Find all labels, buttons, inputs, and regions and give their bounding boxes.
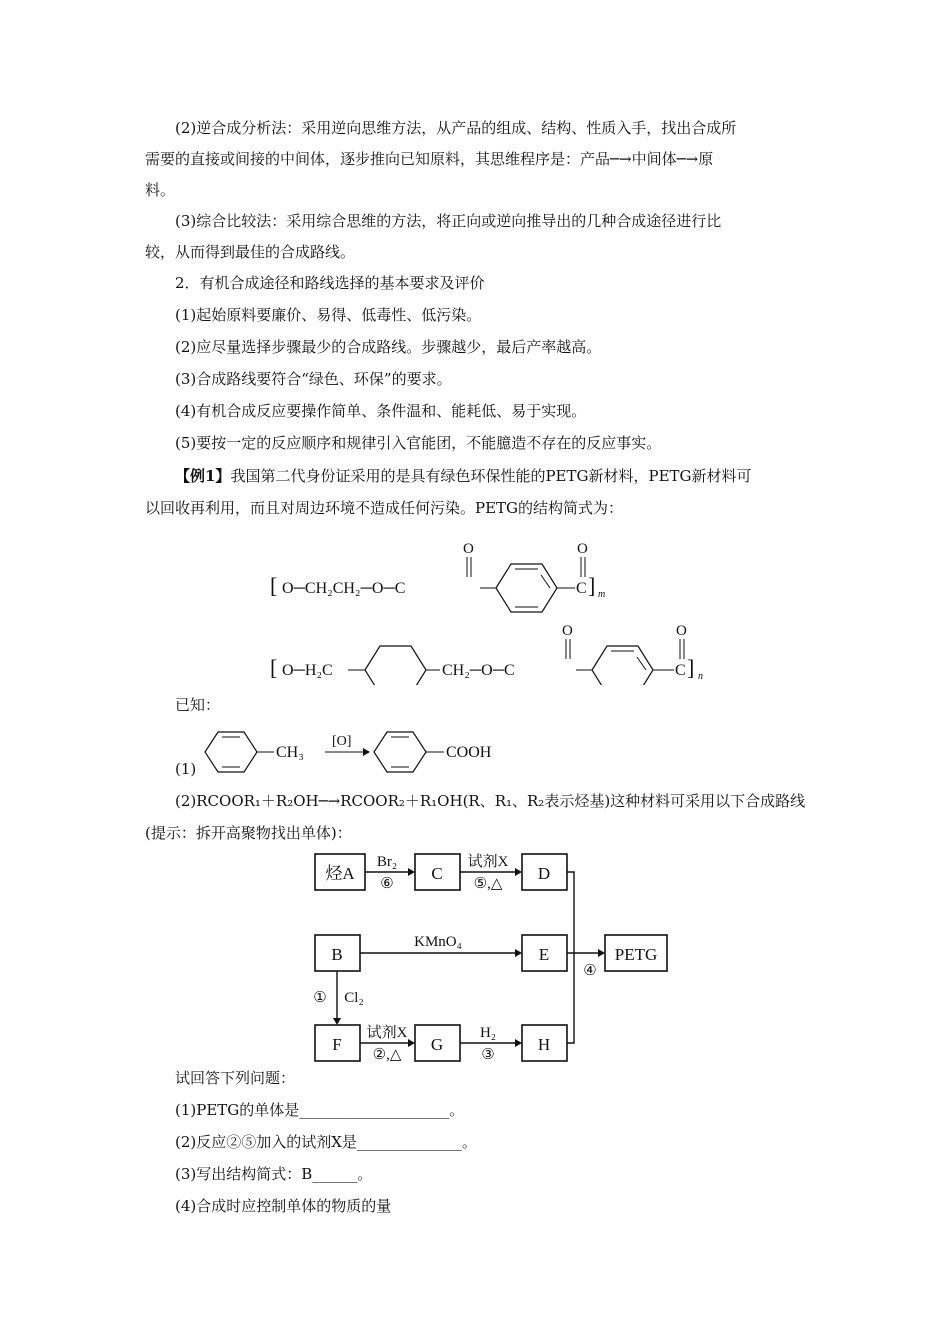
toluene-oxidation bbox=[200, 725, 520, 780]
benzene-ring bbox=[205, 732, 257, 772]
section-heading: 2．有机合成途径和路线选择的基本要求及评价 bbox=[175, 274, 485, 292]
benzene-ring bbox=[374, 732, 426, 772]
node-G bbox=[415, 1025, 460, 1061]
bracket-left-2: [ bbox=[270, 655, 278, 680]
label-step1: ① bbox=[313, 990, 327, 1006]
label-reagent-x-bottom: 试剂X bbox=[366, 1025, 408, 1041]
example-text: 我国第二代身份证采用的是具有绿色环保性能的PETG新材料，PETG新材料可 bbox=[230, 467, 752, 485]
synthesis-flowchart bbox=[300, 848, 680, 1066]
question-3: (3)写出结构简式：B______。 bbox=[175, 1165, 373, 1183]
question-2: (2)反应②⑤加入的试剂X是______________。 bbox=[175, 1133, 477, 1151]
svg-text:H: H bbox=[537, 1035, 551, 1054]
oxidation-label: [O] bbox=[332, 734, 352, 749]
methyl-label: CH₃ bbox=[276, 744, 304, 761]
petg-segment-2a: O─H₂C bbox=[282, 662, 333, 679]
node-C bbox=[415, 854, 460, 890]
oxygen-label: O bbox=[562, 623, 573, 639]
label-step6: ⑥ bbox=[380, 876, 394, 892]
para-reverse-analysis-line3: 料。 bbox=[145, 181, 176, 199]
requirement-4: (4)有机合成反应要操作简单、条件温和、能耗低、易于实现。 bbox=[175, 402, 587, 420]
label-step5: ⑤,△ bbox=[473, 876, 503, 892]
label-br2: Br₂ bbox=[376, 854, 398, 870]
requirement-3: (3)合成路线要符合“绿色、环保”的要求。 bbox=[175, 370, 452, 388]
svg-text:PETG: PETG bbox=[614, 945, 658, 964]
benzene-ring bbox=[592, 646, 653, 685]
example-line1 bbox=[145, 461, 810, 492]
carbon-label: C bbox=[675, 662, 686, 679]
label-cl2: Cl₂ bbox=[344, 990, 364, 1006]
svg-text:B: B bbox=[331, 945, 343, 964]
para-reverse-analysis-line2: 需要的直接或间接的中间体，逐步推向已知原料，其思维程序是：产品─→中间体─→原 bbox=[145, 150, 714, 168]
svg-text:G: G bbox=[430, 1035, 444, 1054]
oxygen-label: O bbox=[463, 541, 474, 557]
node-B bbox=[315, 935, 360, 971]
node-PETG bbox=[605, 935, 667, 971]
node-F bbox=[315, 1025, 360, 1061]
oxygen-label: O bbox=[676, 623, 687, 639]
label-step2: ②,△ bbox=[372, 1047, 402, 1063]
label-h2: H₂ bbox=[479, 1025, 497, 1041]
known-2-line2: (提示：拆开高聚物找出单体)： bbox=[145, 824, 352, 842]
oxygen-label: O bbox=[577, 541, 588, 557]
label-step3: ③ bbox=[481, 1047, 495, 1063]
svg-text:E: E bbox=[538, 945, 550, 964]
bracket-right-1: ] bbox=[588, 573, 596, 598]
carboxyl-label: COOH bbox=[446, 744, 492, 761]
para-comparison-line2: 较，从而得到最佳的合成路线。 bbox=[145, 243, 356, 261]
known-2-line1: (2)RCOOR₁＋R₂OH─→RCOOR₂＋R₁OH(R、R₁、R₂表示烃基)这种材料可采用以下合成路线 bbox=[175, 792, 806, 810]
cyclohexane-ring bbox=[365, 646, 426, 685]
example-line2: 以回收再利用，而且对周边环境不造成任何污染。PETG的结构简式为： bbox=[145, 499, 624, 517]
svg-text:烃A: 烃A bbox=[325, 864, 355, 883]
subscript-n: n bbox=[698, 671, 703, 682]
known-label: 已知： bbox=[175, 696, 221, 714]
benzene-ring bbox=[496, 564, 557, 612]
known-1-label: (1) bbox=[175, 760, 197, 778]
label-step4: ④ bbox=[583, 963, 597, 979]
question-1: (1)PETG的单体是____________________。 bbox=[175, 1101, 465, 1119]
label-reagent-x-top: 试剂X bbox=[467, 854, 509, 870]
questions-intro: 试回答下列问题： bbox=[175, 1069, 296, 1087]
bracket-right-2: ] bbox=[687, 655, 695, 680]
node-A bbox=[315, 854, 365, 890]
svg-text:C: C bbox=[431, 864, 443, 883]
example-tag: 【例1】 bbox=[175, 467, 231, 485]
bracket-left-1: [ bbox=[270, 573, 278, 598]
para-reverse-analysis-line1: (2)逆合成分析法：采用逆向思维方法，从产品的组成、结构、性质入手，找出合成所 bbox=[175, 119, 737, 137]
requirement-5: (5)要按一定的反应顺序和规律引入官能团，不能臆造不存在的反应事实。 bbox=[175, 434, 662, 452]
label-kmno4: KMnO₄ bbox=[414, 934, 462, 950]
para-comparison-line1: (3)综合比较法：采用综合思维的方法，将正向或逆向推导出的几种合成途径进行比 bbox=[175, 212, 722, 230]
reaction-arrow-icon bbox=[363, 748, 370, 756]
requirement-1: (1)起始原料要廉价、易得、低毒性、低污染。 bbox=[175, 306, 482, 324]
node-E bbox=[522, 935, 567, 971]
node-H bbox=[522, 1025, 567, 1061]
question-4: (4)合成时应控制单体的物质的量 bbox=[175, 1197, 392, 1215]
petg-segment-1: O─CH₂CH₂─O─C bbox=[282, 580, 406, 597]
petg-structure bbox=[270, 535, 730, 685]
node-D bbox=[522, 854, 567, 890]
petg-segment-2b: CH₂─O─C bbox=[442, 662, 515, 679]
carbon-label: C bbox=[576, 580, 587, 597]
svg-text:F: F bbox=[332, 1035, 342, 1054]
subscript-m: m bbox=[598, 589, 606, 600]
svg-text:D: D bbox=[537, 864, 551, 883]
requirement-2: (2)应尽量选择步骤最少的合成路线。步骤越少，最后产率越高。 bbox=[175, 338, 602, 356]
